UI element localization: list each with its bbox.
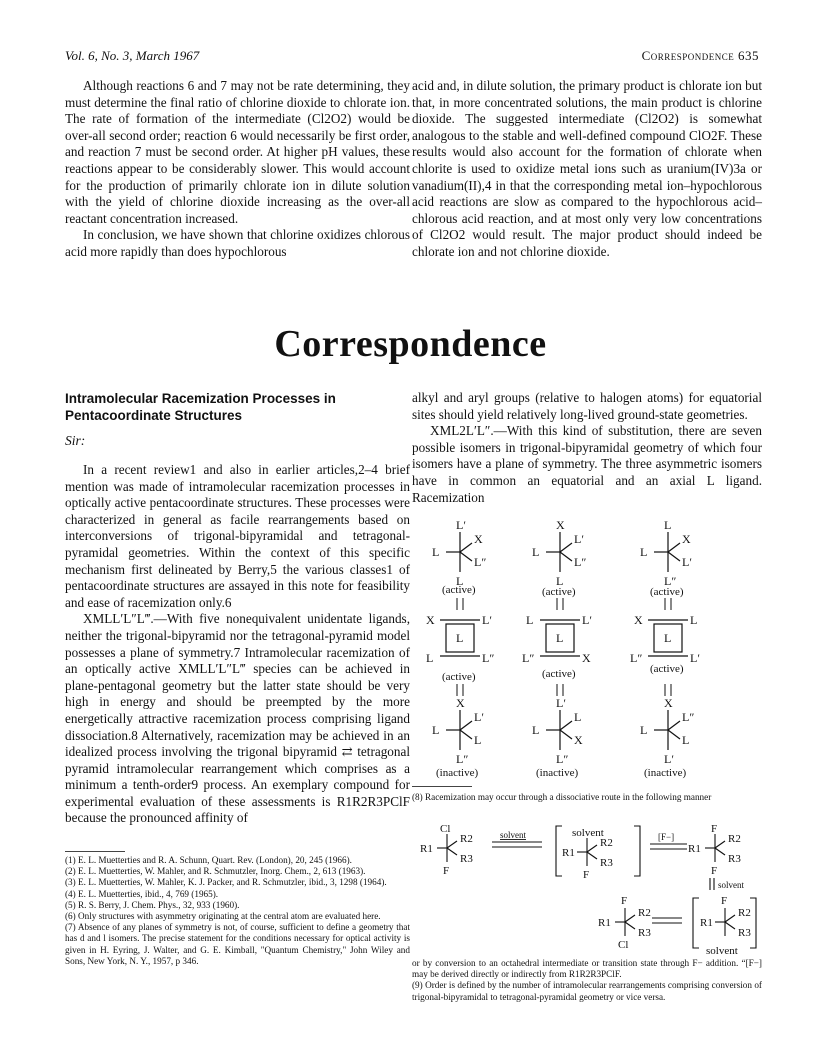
svg-text:X: X xyxy=(456,696,465,710)
atom-label: R2 xyxy=(728,833,741,845)
atom-label: R1 xyxy=(562,847,575,859)
svg-text:L: L xyxy=(532,723,540,737)
paragraph: acid and, in dilute solution, the primary product is chlorate ion but that, in more concentrated solutions, the main product is chlorine dioxide. The suggested intermediate (Cl2O2) is somewhat analogous to the stable and well-defined compound ClO2F. These results would also account for the formation of chlorate when chlorite is used to oxidize metal ions such as uranium(IV)3a or vanadium(II),4 in that the corresponding metal ion–hypochlorous acid reactions are slow as compared to the hypochlorous acid–chlorous acid reaction, and at most only very low concentrations of Cl2O2 would result. The major product should indeed be chlorate ion and not chlorine dioxide. xyxy=(412,78,762,259)
svg-text:L″: L″ xyxy=(474,555,487,569)
svg-text:L: L xyxy=(474,733,482,747)
state-label: (active) xyxy=(650,663,684,675)
paragraph: In conclusion, we have shown that chlorine oxidizes chlorous acid more rapidly than does hypochlorous xyxy=(65,227,410,259)
running-header-left: Vol. 6, No. 3, March 1967 xyxy=(65,48,200,63)
atom-label: R3 xyxy=(460,853,473,865)
svg-text:L: L xyxy=(456,631,464,645)
state-label: (inactive) xyxy=(536,767,579,779)
body-left-column xyxy=(65,462,410,827)
svg-text:X: X xyxy=(664,696,673,710)
svg-text:L′: L′ xyxy=(690,651,700,665)
reagent-label: solvent xyxy=(500,830,526,840)
svg-text:L: L xyxy=(690,613,698,627)
atom-label: F xyxy=(583,869,590,881)
svg-text:X: X xyxy=(634,613,643,627)
atom-label: R1 xyxy=(688,843,701,855)
body-right-column xyxy=(412,390,762,506)
svg-text:X: X xyxy=(474,532,483,546)
svg-text:L′: L′ xyxy=(474,710,484,724)
footnote: (1) E. L. Muetterties and R. A. Schunn, Quart. Rev. (London), 20, 245 (1966). xyxy=(65,855,352,865)
svg-text:L: L xyxy=(556,631,564,645)
footnote: (6) Only structures with asymmetry originating at the central atom are evaluated here. xyxy=(65,911,381,922)
svg-text:L″: L″ xyxy=(574,555,587,569)
svg-text:L: L xyxy=(640,545,648,559)
atom-label: R1 xyxy=(700,917,713,929)
svg-text:X: X xyxy=(682,532,691,546)
isomer-scheme xyxy=(412,520,762,782)
svg-text:L′: L′ xyxy=(582,613,592,627)
svg-text:X: X xyxy=(574,733,583,747)
svg-text:L″: L″ xyxy=(456,752,469,766)
paragraph: In a recent review1 and also in earlier articles,2–4 brief mention was made of intramolecular racemization processes in optically active pentacoordinate structures. These processes were characterized in general as facile rearrangements based on interconversions of trigonal-bipyramidal and tetragonal-pyramidal geometries. Within the context of this specific mechanism first delineated by Berry,5 the various classes1 of pentacoordinate structures are assayed in this note for feasibility and ease of racemization only.6 xyxy=(65,462,410,610)
svg-text:L: L xyxy=(426,651,434,665)
footnote: (5) R. S. Berry, J. Chem. Phys., 32, 933 (1960). xyxy=(65,899,240,910)
state-label: (inactive) xyxy=(436,767,479,779)
atom-label: F xyxy=(711,865,718,877)
svg-text:L′: L′ xyxy=(682,555,692,569)
svg-text:L: L xyxy=(432,723,440,737)
paragraph: Although reactions 6 and 7 may not be rate determining, they must determine the final ratio of chlorine dioxide to chlorate ion. The rate of formation of the intermediate (Cl2O2) would be over-all second order; reaction 6 would necessarily be first order, and reaction 7 must be second order. At higher pH values, these reactions appear to be considerably slower. This would account for the production of primarily chlorate ion in dilute solution with the yield of chlorine dioxide increasing as the over-all reactant concentration increased. xyxy=(65,78,410,226)
atom-label: R3 xyxy=(738,927,751,939)
svg-text:L″: L″ xyxy=(482,651,495,665)
state-label: (active) xyxy=(542,668,576,680)
footnote: (9) Order is defined by the number of intramolecular rearrangements comprising conversion of trigonal-bipyramidal to tetragonal-pyramidal geometry or vice versa. xyxy=(412,980,762,1002)
svg-text:L″: L″ xyxy=(556,752,569,766)
svg-text:L″: L″ xyxy=(522,651,535,665)
svg-text:L″: L″ xyxy=(682,710,695,724)
running-header-right: Correspondence 635 xyxy=(641,48,759,63)
article-title: Intramolecular Racemization Processes in Pentacoordinate Structures xyxy=(65,391,336,423)
svg-text:L: L xyxy=(664,520,672,532)
atom-label: solvent xyxy=(706,945,738,957)
svg-text:L: L xyxy=(432,545,440,559)
state-label: (active) xyxy=(442,584,476,596)
footnote: (2) E. L. Muetterties, W. Mahler, and R. Schmutzler, Inorg. Chem., 2, 613 (1963). xyxy=(65,866,366,877)
svg-text:L″: L″ xyxy=(664,574,677,588)
paragraph: XMLL′L″L‴.—With five nonequivalent unidentate ligands, neither the trigonal-bipyramid nor the tetragonal-pyramid model possesses a plane of symmetry.7 Intramolecular racemization of an optically active XMLL′L″L‴ species can be achieved in plane-pentagonal geometry but the latter state should be very high in energy and should be preempted by the more energetically attractive racemization process comprising ligand dissociation.8 Alternatively, racemization may be achieved in an idealized process involving the trigonal bipyramid ⇄ tetragonal pyramid intramolecular rearrangement which comprises as a minimum a tenth-order9 process. An exemplary compound for experimental evaluation of these assessments is R1R2R3PClF because the pronounced affinity of xyxy=(65,611,410,826)
svg-text:L: L xyxy=(640,723,648,737)
atom-label: R2 xyxy=(600,837,613,849)
atom-label: R3 xyxy=(728,853,741,865)
tbp-structure xyxy=(640,520,692,588)
footnote-8 xyxy=(412,792,762,803)
svg-text:L: L xyxy=(556,574,564,588)
tbp-structure xyxy=(432,696,484,766)
footnotes-left xyxy=(65,855,410,967)
footnote: (8) Racemization may occur through a dissociative route in the following manner xyxy=(412,792,712,802)
top-left-column xyxy=(65,78,410,261)
state-label: (inactive) xyxy=(644,767,687,779)
reagent-label: [F−] xyxy=(658,832,675,842)
atom-label: solvent xyxy=(572,827,604,839)
svg-text:X: X xyxy=(426,613,435,627)
svg-text:L: L xyxy=(456,574,464,588)
atom-label: F xyxy=(721,895,728,907)
atom-label: R2 xyxy=(460,833,473,845)
svg-text:L: L xyxy=(574,710,582,724)
atom-label: R3 xyxy=(600,857,613,869)
tbp-structure xyxy=(532,696,583,766)
svg-text:L: L xyxy=(664,631,672,645)
svg-text:L′: L′ xyxy=(456,520,466,532)
atom-label: Cl xyxy=(440,823,451,835)
svg-text:L: L xyxy=(682,733,690,747)
atom-label: F xyxy=(711,823,718,835)
reagent-label: solvent xyxy=(718,880,744,890)
svg-text:X: X xyxy=(556,520,565,532)
tbp-structure xyxy=(640,696,694,766)
atom-label: R1 xyxy=(420,843,433,855)
svg-text:X: X xyxy=(582,651,591,665)
svg-text:L″: L″ xyxy=(630,651,643,665)
state-label: (active) xyxy=(542,586,576,598)
atom-label: R3 xyxy=(638,927,651,939)
atom-label: R1 xyxy=(598,917,611,929)
svg-text:L′: L′ xyxy=(574,532,584,546)
dissociation-scheme xyxy=(412,818,762,958)
paragraph: XML2L′L″.—With this kind of substitution, there are seven possible isomers in trigonal-bipyramidal geometry of which four isomers have a plane of symmetry. The three asymmetric isomers have in common an equatorial and an axial L ligand. Racemization xyxy=(412,423,762,505)
svg-text:L′: L′ xyxy=(556,696,566,710)
footnote: (4) E. L. Muetterties, ibid., 4, 769 (1965). xyxy=(65,888,219,899)
svg-text:L: L xyxy=(532,545,540,559)
atom-label: F xyxy=(621,895,628,907)
footnote: (3) E. L. Muetterties, W. Mahler, K. J. Packer, and R. Schmutzler, ibid., 3, 1298 (1964). xyxy=(65,877,387,888)
svg-text:L′: L′ xyxy=(664,752,674,766)
svg-text:L′: L′ xyxy=(482,613,492,627)
square-pyramid-structure xyxy=(522,613,592,665)
atom-label: F xyxy=(443,865,450,877)
atom-label: R2 xyxy=(738,907,751,919)
state-label: (active) xyxy=(650,586,684,598)
footnotes-right xyxy=(412,958,762,1003)
section-title: Correspondence xyxy=(274,323,547,365)
square-pyramid-structure xyxy=(426,613,494,665)
tbp-structure xyxy=(432,520,486,588)
tbp-structure xyxy=(532,520,586,588)
footnote: (7) Absence of any planes of symmetry is not, of course, sufficient to define a geometry that has d and l isomers. The precise statement for the conditions necessary for optical activity is given in H. Eyring, J. Walter, and G. E. Kimball, "Quantum Chemistry," John Wiley and Sons, New York, N. Y., 1957, p 346. xyxy=(65,922,410,966)
footnote-rule xyxy=(412,786,472,787)
paragraph: alkyl and aryl groups (relative to halogen atoms) for equatorial sites should yield relatively long-lived ground-state geometries. xyxy=(412,390,762,422)
top-right-column xyxy=(412,78,762,261)
footnote: or by conversion to an octahedral intermediate or transition state through F− addition. “[F−] may be derived directly or indirectly from R1R2R3PClF. xyxy=(412,958,762,980)
svg-text:L: L xyxy=(526,613,534,627)
atom-label: Cl xyxy=(618,939,629,951)
salutation: Sir: xyxy=(65,433,86,448)
state-label: (active) xyxy=(442,671,476,683)
square-pyramid-structure xyxy=(630,613,700,665)
footnote-rule xyxy=(65,851,125,852)
atom-label: R2 xyxy=(638,907,651,919)
